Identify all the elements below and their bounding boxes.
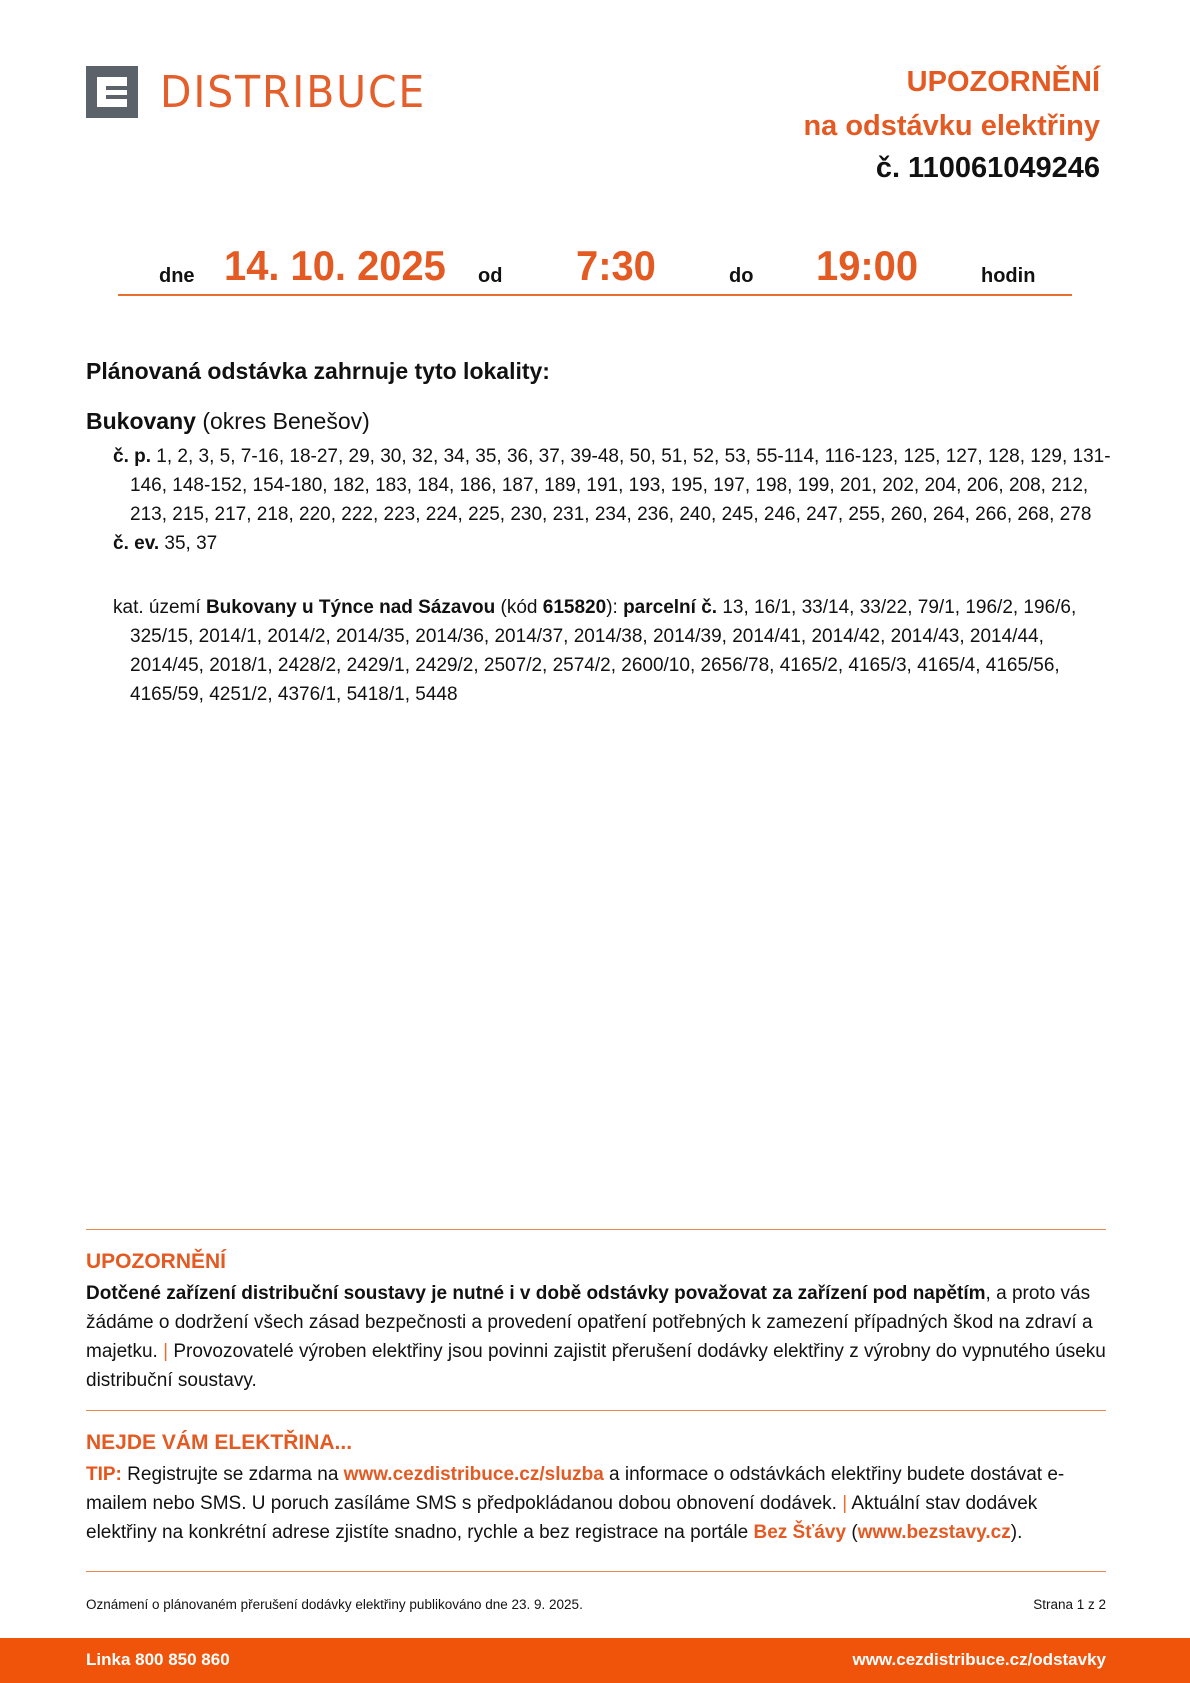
outage-help-text bbox=[86, 1460, 1111, 1547]
outage-website-link[interactable]: www.cezdistribuce.cz/odstavky bbox=[852, 1650, 1106, 1669]
warning-text-2: Provozovatelé výroben elektřiny jsou povinni zajistit přerušení dodávky elektřiny z výrobny do vypnutého úseku distribuční soustavy. bbox=[86, 1341, 1106, 1391]
parcel-values: 13, 16/1, 33/14, 33/22, 79/1, 196/2, 196/6, 325/15, 2014/1, 2014/2, 2014/35, 2014/36, 2014/37, 2014/38, 2014/39, 2014/41, 2014/42, 2014/43, 2014/44, 2014/45, 2018/1, 2428/2, 2429/1, 2429/2, 2507/2, 2574/2, 2600/10, 2656/78, 4165/2, 4165/3, 4165/4, 4165/56, 4165/59, 4251/2, 4376/1, 5418/1, 5448 bbox=[130, 597, 1077, 705]
separator: | bbox=[163, 1341, 169, 1362]
paren-open: ( bbox=[851, 1522, 858, 1543]
warning-text-1: , a proto vás žádáme o dodržení všech zásad bezpečnosti a provedení opatření potřebných k zamezení případných škod na zdraví a majetku. bbox=[86, 1283, 1093, 1362]
warning-text bbox=[86, 1279, 1111, 1395]
cp-label: č. p. bbox=[113, 446, 152, 467]
tip-text-2: a informace o odstávkách elektřiny budete dostávat e-mailem nebo SMS. U poruch zasíláme SMS s předpokládanou dobou obnovení dodávek. bbox=[86, 1464, 1065, 1514]
outage-date: 14. 10. 2025 bbox=[224, 242, 446, 289]
notice-title: UPOZORNĚNÍ bbox=[906, 66, 1100, 98]
from-label: od bbox=[478, 265, 503, 287]
logo-text: DISTRIBUCE bbox=[160, 67, 427, 118]
to-time: 19:00 bbox=[816, 242, 919, 289]
kat-prefix: kat. území bbox=[113, 597, 201, 618]
notice-header bbox=[803, 60, 1100, 188]
cp-values: 1, 2, 3, 5, 7-16, 18-27, 29, 30, 32, 34, 35, 36, 37, 39-48, 50, 51, 52, 53, 55-114, 116-123, 125, 127, 128, 129, 131-146, 148-152, 154-180, 182, 183, 184, 186, 187, 189, 191, 193, 195, 197, 198, 199, 201, 202, 204, 206, 208, 212, 213, 215, 217, 218, 220, 222, 223, 224, 225, 230, 231, 234, 236, 240, 245, 246, 247, 255, 260, 264, 266, 268, 278 bbox=[130, 446, 1111, 525]
place-district: (okres Benešov) bbox=[202, 408, 370, 434]
page-indicator: Strana 1 z 2 bbox=[1033, 1597, 1106, 1612]
kat-code-prefix: (kód bbox=[500, 597, 538, 618]
notice-subtitle: na odstávku elektřiny bbox=[803, 110, 1100, 142]
warning-bold: Dotčené zařízení distribuční soustavy je nutné i v době odstávky považovat za zařízení pod napětím bbox=[86, 1283, 986, 1304]
paren-close: ). bbox=[1010, 1522, 1023, 1543]
place-name: Bukovany bbox=[86, 408, 196, 434]
separator: | bbox=[842, 1493, 848, 1514]
divider bbox=[86, 1410, 1106, 1411]
kat-code: 615820 bbox=[542, 597, 607, 618]
cez-logo-icon bbox=[86, 66, 138, 118]
house-numbers bbox=[113, 442, 1113, 558]
notice-number: č. 110061049246 bbox=[875, 152, 1100, 184]
hotline: Linka 800 850 860 bbox=[86, 1650, 230, 1669]
published-note: Oznámení o plánovaném přerušení dodávky elektřiny publikováno dne 23. 9. 2025. bbox=[86, 1597, 583, 1612]
service-link[interactable]: www.cezdistribuce.cz/sluzba bbox=[343, 1464, 604, 1485]
schedule-line bbox=[118, 238, 1072, 296]
outage-help-title: NEJDE VÁM ELEKTŘINA... bbox=[86, 1431, 353, 1454]
footer-bar bbox=[0, 1638, 1190, 1683]
tip-text-1: Registrujte se zdarma na bbox=[127, 1464, 339, 1485]
kat-name: Bukovany u Týnce nad Sázavou bbox=[205, 597, 496, 618]
bezstavy-link[interactable]: www.bezstavy.cz bbox=[857, 1522, 1011, 1543]
kat-code-suffix: ): bbox=[606, 597, 618, 618]
from-time: 7:30 bbox=[576, 242, 656, 289]
ce-values: 35, 37 bbox=[164, 533, 218, 554]
tip-text-3: Aktuální stav dodávek elektřiny na konkrétní adrese zjistíte snadno, rychle a bez registrace na portále bbox=[86, 1493, 1038, 1543]
cadastral-parcels bbox=[113, 593, 1113, 709]
to-label: do bbox=[729, 265, 754, 287]
ce-label: č. ev. bbox=[113, 533, 160, 554]
portal-name[interactable]: Bez Šťávy bbox=[753, 1522, 847, 1543]
place-heading bbox=[86, 408, 370, 435]
divider bbox=[86, 1229, 1106, 1230]
parcel-label: parcelní č. bbox=[623, 597, 718, 618]
unit-label: hodin bbox=[981, 265, 1036, 287]
date-label: dne bbox=[159, 265, 195, 287]
divider bbox=[86, 1571, 1106, 1572]
locations-title: Plánovaná odstávka zahrnuje tyto lokality: bbox=[86, 358, 550, 384]
tip-label: TIP: bbox=[86, 1464, 122, 1485]
warning-title: UPOZORNĚNÍ bbox=[86, 1250, 227, 1273]
